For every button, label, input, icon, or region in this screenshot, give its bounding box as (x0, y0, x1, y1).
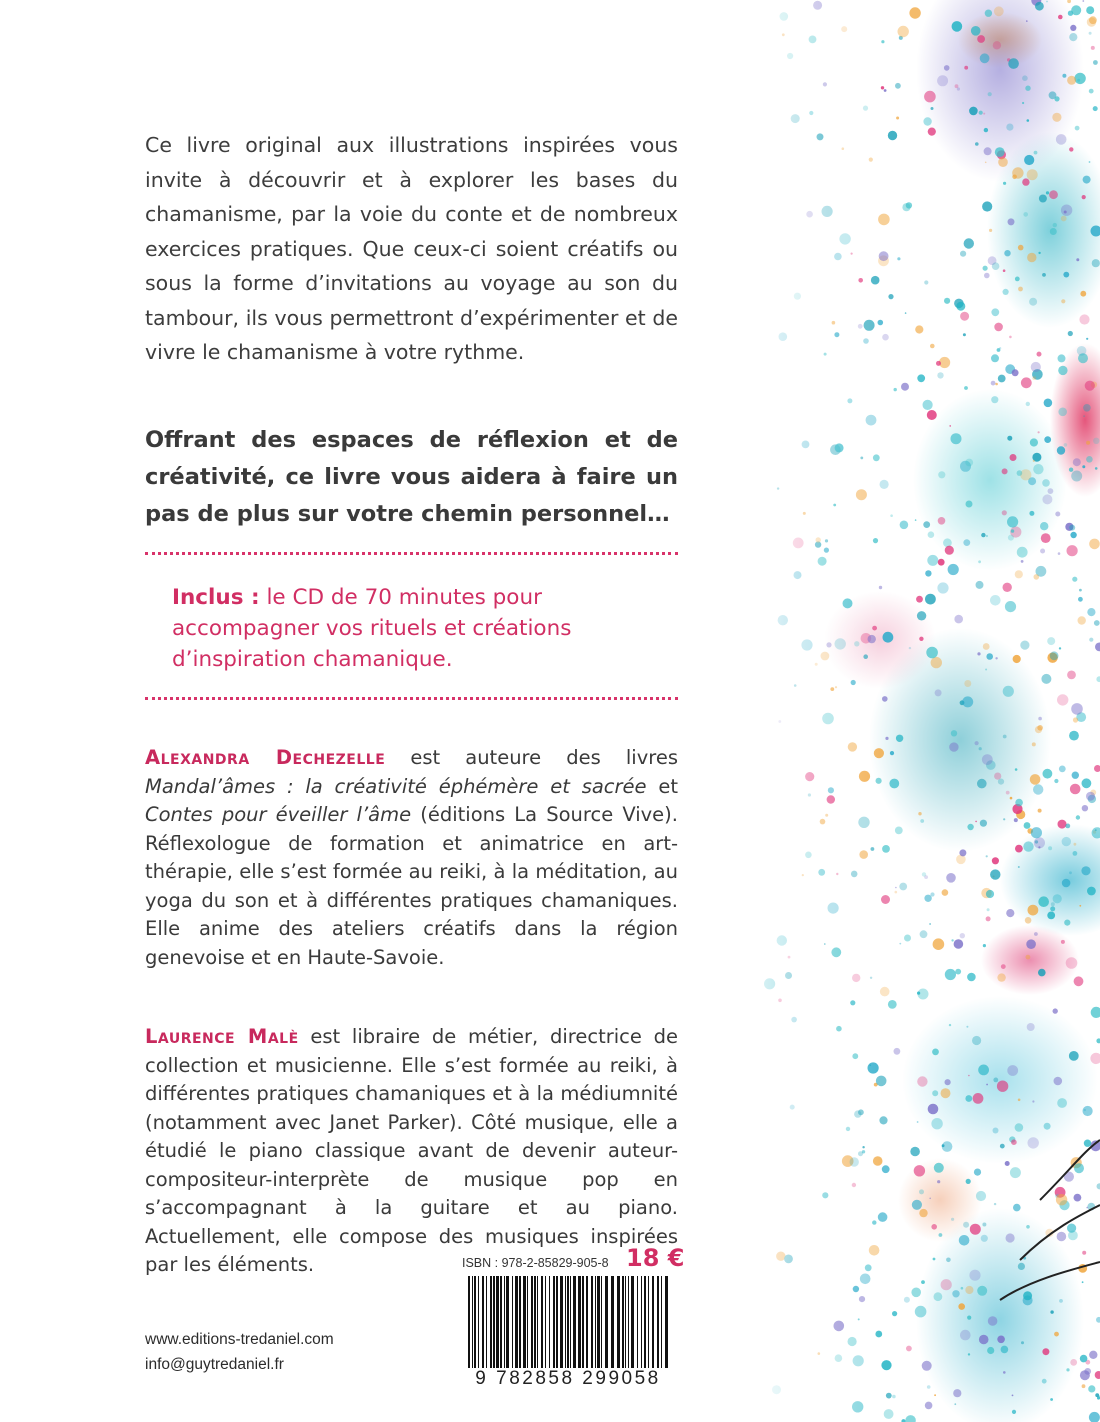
author-bio-1-and: et (646, 774, 678, 798)
author-bio-1-rest: (éditions La Source Vive). Réflexologue de formation et animatrice en art-thérapie, elle s’est formée au reiki, à la méditation, au yoga du son et à différentes pratiques chamaniques. Elle anime des ateliers créatifs dans la région genevoise et en Haute-Savoie. (145, 803, 678, 969)
publisher-website[interactable]: www.editions-tredaniel.com (145, 1331, 334, 1348)
dotted-divider-bottom (145, 697, 678, 700)
publisher-email[interactable]: info@guytredaniel.fr (145, 1356, 284, 1373)
price: 18 € (626, 1244, 685, 1272)
included-cd-note (172, 582, 672, 675)
dotted-divider-top (145, 552, 678, 555)
author-bio-2 (145, 1023, 678, 1280)
included-text: le CD de 70 minutes pour accompagner vos rituels et créations d’inspiration chamanique. (172, 585, 572, 672)
description-paragraph: Ce livre original aux illustrations inspirées vous invite à découvrir et à explorer les bases du chamanisme, par la voie du conte et de nombreux exercices pratiques. Que ceux-ci soient créatifs ou sous la forme d’invitations au voyage au son du tambour, ils vous permettront d’expérimenter et de vivre le chamanisme à votre rythme. (145, 133, 678, 364)
barcode-number: 9 782858 299058 (462, 1368, 674, 1390)
author-bio-2-text: est libraire de métier, directrice de collection et musicienne. Elle s’est formée au reiki, à différentes pratiques chamaniques et à la médiumnité (notamment avec Janet Parker). Côté musique, elle a étudié le piano classique avant de devenir auteur-compositeur-interprète de musique pop en s’accompagnant à la guitare et au piano. Actuellement, elle compose des musiques inspirées par les éléments. (145, 1025, 678, 1276)
isbn-label: ISBN : 978-2-85829-905-8 (462, 1256, 609, 1270)
book-title-1: Mandal’âmes : la créativité éphémère et sacrée (145, 774, 647, 798)
author-name-1: Alexandra Dechezelle (145, 746, 386, 769)
author-name-2: Laurence Malè (145, 1025, 299, 1048)
book-title-2: Contes pour éveiller l’âme (145, 803, 412, 826)
author-bio-1-intro: est auteure des livres (385, 746, 678, 769)
included-label: Inclus : (172, 585, 260, 610)
watercolor-illustration (700, 0, 1100, 1422)
author-bio-1 (145, 744, 678, 972)
tagline-paragraph: Offrant des espaces de réflexion et de créativité, ce livre vous aidera à faire un pas de plus sur votre chemin personnel… (145, 427, 678, 527)
